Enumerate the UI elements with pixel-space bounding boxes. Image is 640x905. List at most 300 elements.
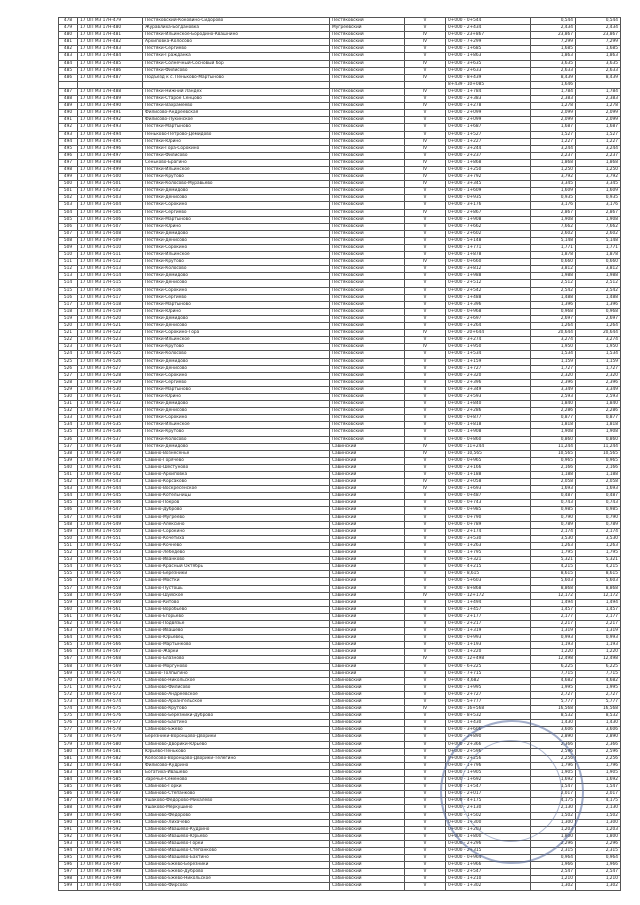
cell-v1: 0,993 [531,635,576,642]
cell-loc: 0+000 - 1+687 [446,124,531,131]
cell-dist: Сабиновский [330,805,405,812]
cell-v1: 0,935 [531,195,576,202]
cell-v2: 1,488 [576,294,621,301]
cell-name: Филисово-Андреевская [143,110,330,117]
cell-code: 17 ОП МЗ 17Н-499 [78,166,143,173]
cell-loc: 0+000 - 1+203 [446,826,531,833]
cell-dist: Сабиновский [330,862,405,869]
cell-code: 17 ОП МЗ 17Н-540 [78,457,143,464]
cell-v1: 3,274 [531,337,576,344]
cell-v2: 3,244 [576,145,621,152]
cell-cat: IV [405,443,446,450]
cell-cat: V [405,521,446,528]
cell-n: 492 [59,124,78,131]
cell-loc: 0+000 - 1+818 [446,422,531,429]
cell-code: 17 ОП МЗ 17Н-582 [78,755,143,762]
cell-dist: Пестяковский [330,245,405,252]
cell-dist: Сабиновский [330,699,405,706]
cell-n: 504 [59,209,78,216]
cell-name: Сабиново-Ивашево-Бахтино [143,855,330,862]
table-row [59,699,621,706]
cell-v1: 1,609 [531,188,576,195]
cell-name: Пестяки-Денисово [143,195,330,202]
cell-code: 17 ОП МЗ 17Н-550 [78,528,143,535]
cell-dist: Сабиновский [330,847,405,854]
cell-loc: 0+000 - 1+966 [446,862,531,869]
cell-v1: 1,995 [531,684,576,691]
cell-v1: 2,697 [531,315,576,322]
cell-n: 549 [59,528,78,535]
cell-v1: 1,396 [531,301,576,308]
cell-name: Сабиново-Филисово [143,684,330,691]
cell-cat: IV [405,209,446,216]
cell-v1: 0,877 [531,415,576,422]
cell-n: 536 [59,436,78,443]
cell-dist: Пестяковский [330,39,405,46]
cell-v2: 1,995 [576,684,621,691]
cell-dist: Пестяковский [330,436,405,443]
cell-code: 17 ОП МЗ 17Н-596 [78,855,143,862]
cell-code: 17 ОП МЗ 17Н-546 [78,500,143,507]
cell-loc: 0+000 - 1+488 [446,294,531,301]
table-row [59,103,621,110]
table-row [59,422,621,429]
cell-code: 17 ОП МЗ 17Н-491 [78,110,143,117]
cell-loc: 0+000 - 1+950 [446,344,531,351]
cell-v1: 4,682 [531,677,576,684]
cell-loc: 0+000 - 2+867 [446,209,531,216]
cell-cat: IV [405,39,446,46]
cell-code: 17 ОП МЗ 17Н-579 [78,734,143,741]
cell-loc: 0+000 - 10,565 [446,450,531,457]
cell-cat: V [405,557,446,564]
cell-v1: 1,908 [531,216,576,223]
cell-v1: 16,568 [531,706,576,713]
table-row [59,663,621,670]
cell-code: 17 ОП МЗ 17Н-560 [78,599,143,606]
cell-cat: V [405,514,446,521]
cell-loc: 0+000 - 2+166 [446,464,531,471]
cell-code: 17 ОП МЗ 17Н-520 [78,315,143,322]
cell-cat: IV [405,450,446,457]
cell-v2: 0,790 [576,514,621,521]
cell-code: 17 ОП МЗ 17Н-537 [78,436,143,443]
cell-v1: 2,130 [531,805,576,812]
cell-dist: Пестяковский [330,301,405,308]
table-row [59,379,621,386]
cell-cat: IV [405,88,446,95]
table-row [59,514,621,521]
cell-dist: Пестяковский [330,323,405,330]
cell-dist: Пестяковский [330,117,405,124]
cell-dist: Савинский [330,578,405,585]
cell-loc: 0+000 - 1+692 [446,777,531,784]
cell-n: 531 [59,401,78,408]
cell-dist: Пестяковский [330,294,405,301]
cell-v1: 1,547 [531,784,576,791]
cell-v1: 2,217 [531,620,576,627]
cell-v2: 1,188 [576,472,621,479]
cell-loc: 0+000 - 0+877 [446,415,531,422]
cell-name: Пестяки-Ильинское [143,422,330,429]
cell-name: Сабиново-Фирсово [143,883,330,890]
cell-loc: 0+000 - 5+603 [446,578,531,585]
cell-name: Сабиново-Дворики-Юрьево [143,741,330,748]
cell-v2: 2,383 [576,96,621,103]
cell-v1: 2,320 [531,372,576,379]
cell-v2: 4,682 [576,677,621,684]
cell-loc: 0+000 - 1+547 [446,784,531,791]
cell-cat: V [405,840,446,847]
cell-cat: V [405,599,446,606]
cell-code: 17 ОП МЗ 17Н-526 [78,358,143,365]
cell-code: 17 ОП МЗ 17Н-568 [78,656,143,663]
cell-n: 569 [59,670,78,677]
table-row [59,308,621,315]
cell-dist: Сабиновский [330,684,405,691]
cell-dist: Сабиновский [330,812,405,819]
cell-loc: 0+000 - 3+606 [446,727,531,734]
cell-v1: 1,300 [531,819,576,826]
cell-v1: 4,215 [531,564,576,571]
cell-cat: V [405,649,446,656]
cell-cat: V [405,713,446,720]
cell-loc: 0+000 - 1+988 [446,273,531,280]
cell-v1: 1,188 [531,472,576,479]
cell-name: Савино-Кочнево [143,542,330,549]
cell-cat: V [405,230,446,237]
cell-v1: 2,593 [531,393,576,400]
cell-loc: 0+000 - 8+439 [446,74,531,81]
cell-dist: Сабиновский [330,840,405,847]
cell-n: 518 [59,308,78,315]
table-row [59,393,621,400]
cell-v2: 5,777 [576,699,621,706]
cell-loc: 0+000 - 8+868 [446,585,531,592]
cell-dist: Пестяковский [330,145,405,152]
cell-v1: 1,692 [531,777,576,784]
cell-loc: 0+000 - 0+487 [446,493,531,500]
cell-dist: Савинский [330,670,405,677]
cell-name: Пестяки-Юрино [143,223,330,230]
table-row [59,507,621,514]
cell-dist: Савинский [330,443,405,450]
cell-v2: 20,644 [576,330,621,337]
table-row [59,67,621,74]
cell-loc: 0+000 - 8+532 [446,713,531,720]
table-row [59,521,621,528]
cell-cat: V [405,862,446,869]
cell-loc: 0+000 - 2+058 [446,479,531,486]
table-row [59,528,621,535]
cell-n: 529 [59,386,78,393]
cell-cat: V [405,564,446,571]
cell-name: Ушаково-Федорово-Михалево [143,798,330,805]
cell-name: Пестяки-Мартыново [143,124,330,131]
cell-v2: 0,860 [576,436,621,443]
cell-n: 576 [59,720,78,727]
cell-v2: 0,965 [576,457,621,464]
cell-name: Пестяки-Демидово [143,443,330,450]
cell-loc: 0+000 - 0+964 [446,855,531,862]
cell-v2: 2,512 [576,280,621,287]
cell-loc: 0+000 - 2+177 [446,613,531,620]
cell-name: Сабиново-Степанково [143,791,330,798]
cell-v2: 2,727 [576,691,621,698]
table-row [59,684,621,691]
cell-v2: 2,366 [576,741,621,748]
cell-v2: 23,867 [576,32,621,39]
table-row [59,39,621,46]
cell-loc: 0+000 - 2+697 [446,315,531,322]
cell-cat: V [405,791,446,798]
cell-dist: Сабиновский [330,876,405,883]
cell-v1: 3,244 [531,145,576,152]
cell-dist: Пестяковский [330,408,405,415]
cell-cat: V [405,25,446,32]
cell-name: Пестяки-Сергиево [143,209,330,216]
cell-v1: 8,868 [531,585,576,592]
cell-cat: V [405,755,446,762]
table-row [59,500,621,507]
cell-n: 571 [59,684,78,691]
cell-v1: 2,596 [531,748,576,755]
cell-loc: 0+000 - 3+792 [446,174,531,181]
cell-v1: 2,315 [531,847,576,854]
cell-loc: 0+000 - 5+148 [446,237,531,244]
cell-code: 17 ОП МЗ 17Н-522 [78,330,143,337]
cell-cat: V [405,280,446,287]
cell-loc: 0+000 - 2+593 [446,393,531,400]
cell-n: 547 [59,514,78,521]
table-row [59,74,621,81]
cell-n: 584 [59,777,78,784]
cell-v2: 4,215 [576,564,621,571]
cell-cat: V [405,131,446,138]
cell-loc: 0+000 - 2+237 [446,152,531,159]
table-row [59,131,621,138]
cell-v1: 2,867 [531,209,576,216]
cell-name: Пестяки-Мартыново [143,301,330,308]
cell-n: 562 [59,620,78,627]
table-row [59,259,621,266]
table-row [59,152,621,159]
cell-dist: Савинский [330,564,405,571]
cell-v2: 2,320 [576,372,621,379]
cell-cat: V [405,642,446,649]
cell-code: 17 ОП МЗ 17Н-536 [78,429,143,436]
cell-loc: 0+000 - 1+908 [446,216,531,223]
cell-n: 487 [59,88,78,95]
cell-n: 581 [59,755,78,762]
cell-v2: 1,220 [576,649,621,656]
cell-name: Савино-Шуйское [143,592,330,599]
cell-loc: 0+000 - 1+908 [446,429,531,436]
cell-cat: V [405,18,446,25]
cell-n: 494 [59,138,78,145]
cell-name: Савино-Воскресенское [143,486,330,493]
cell-name [143,81,330,88]
cell-dist: Савинский [330,542,405,549]
cell-v2: 2,396 [576,379,621,386]
cell-code: 17 ОП МЗ 17Н-506 [78,216,143,223]
cell-v2: 0,985 [576,507,621,514]
cell-code: 17 ОП МЗ 17Н-510 [78,245,143,252]
cell-cat: V [405,819,446,826]
cell-v2: 12,498 [576,656,621,663]
table-row [59,117,621,124]
cell-v2: 1,609 [576,188,621,195]
cell-name: Пестяки-Крутово [143,174,330,181]
cell-cat: IV [405,181,446,188]
cell-code: 17 ОП МЗ 17Н-592 [78,826,143,833]
cell-cat: V [405,436,446,443]
cell-dist: Сабиновский [330,798,405,805]
cell-name: Пестяки-Юрино [143,308,330,315]
cell-dist: Сабиновский [330,777,405,784]
cell-v1: 0,487 [531,493,576,500]
cell-name: Филисово-Лукинское [143,117,330,124]
cell-v2: 1,800 [576,833,621,840]
cell-cat: V [405,691,446,698]
cell-cat: V [405,528,446,535]
cell-v1: 1,795 [531,550,576,557]
cell-loc: 0+000 - 2+099 [446,110,531,117]
table-row [59,202,621,209]
cell-n: 586 [59,791,78,798]
cell-loc: 0+000 - 1+278 [446,103,531,110]
cell-v1: 1,203 [531,826,576,833]
cell-name: Савино-Иванково [143,557,330,564]
cell-v2: 2,174 [576,528,621,535]
cell-v1: 8,532 [531,713,576,720]
cell-n: 522 [59,337,78,344]
table-row [59,436,621,443]
cell-name: Пестяки-Колосово [143,351,330,358]
cell-v2: 3,635 [576,60,621,67]
cell-dist: Савинский [330,592,405,599]
cell-loc: 0+000 - 3+530 [446,535,531,542]
cell-dist: Савинский [330,493,405,500]
cell-code: 17 ОП МЗ 17Н-487 [78,74,143,81]
cell-v1: 2,256 [531,755,576,762]
cell-cat: IV [405,479,446,486]
cell-n: 575 [59,713,78,720]
cell-n: 542 [59,479,78,486]
cell-code: 17 ОП МЗ 17Н-532 [78,401,143,408]
cell-v1: 1,685 [531,46,576,53]
cell-code: 17 ОП МЗ 17Н-507 [78,223,143,230]
cell-code [78,81,143,88]
cell-code: 17 ОП МЗ 17Н-486 [78,67,143,74]
cell-code: 17 ОП МЗ 17Н-496 [78,145,143,152]
cell-n: 565 [59,642,78,649]
cell-cat: V [405,734,446,741]
cell-loc: 0+000 - 1+905 [446,769,531,776]
cell-dist: Сабиновский [330,819,405,826]
cell-cat: V [405,223,446,230]
cell-n: 503 [59,202,78,209]
cell-code: 17 ОП МЗ 17Н-587 [78,791,143,798]
cell-dist: Пестяковский [330,287,405,294]
cell-dist: Пестяковский [330,32,405,39]
cell-code: 17 ОП МЗ 17Н-548 [78,514,143,521]
cell-code: 17 ОП МЗ 17Н-570 [78,670,143,677]
cell-dist: Сабиновский [330,734,405,741]
cell-loc: 0+000 - 3+349 [446,386,531,393]
cell-code: 17 ОП МЗ 17Н-525 [78,351,143,358]
cell-dist: Савинский [330,571,405,578]
cell-code: 17 ОП МЗ 17Н-517 [78,294,143,301]
cell-v2: 2,256 [576,755,621,762]
cell-name: Савино-Мугреево [143,514,330,521]
cell-v1: 1,220 [531,649,576,656]
cell-cat: V [405,401,446,408]
cell-dist: Пестяковский [330,131,405,138]
table-row [59,706,621,713]
cell-name: Савино-Покров [143,500,330,507]
table-row [59,252,621,259]
cell-dist: Савинский [330,642,405,649]
cell-v2: 1,771 [576,245,621,252]
cell-n: 479 [59,25,78,32]
cell-v1: 3,635 [531,60,576,67]
cell-code: 17 ОП МЗ 17Н-501 [78,181,143,188]
cell-name: Савино-Березники [143,571,330,578]
cell-loc: 0+000 - 0+743 [446,500,531,507]
cell-name: Пестяки-Сергиево [143,294,330,301]
cell-v1: 2,633 [531,67,576,74]
cell-v1: 0,965 [531,457,576,464]
cell-dist: Савинский [330,472,405,479]
cell-name: Пестяки-Демидово [143,188,330,195]
cell-v1: 1,278 [531,103,576,110]
cell-dist: Пестяковский [330,266,405,273]
cell-v1: 0,968 [531,308,576,315]
cell-dist: Савинский [330,500,405,507]
cell-code: 17 ОП МЗ 17Н-569 [78,663,143,670]
cell-v1: 1,210 [531,876,576,883]
cell-cat: V [405,237,446,244]
cell-loc: 0+000 - 1+868 [446,159,531,166]
cell-cat: V [405,464,446,471]
cell-name: Сабиново-Крутово [143,706,330,713]
table-row [59,677,621,684]
table-row [59,578,621,585]
cell-dist: Пестяковский [330,60,405,67]
cell-name: Пестяки-Ильинское [143,166,330,173]
cell-dist: Савинский [330,628,405,635]
cell-code: 17 ОП МЗ 17Н-598 [78,869,143,876]
cell-cat: V [405,195,446,202]
cell-v2: 0,993 [576,635,621,642]
cell-v2: 3,176 [576,202,621,209]
cell-n: 486 [59,74,78,81]
cell-v1: 2,017 [531,791,576,798]
cell-v1: 2,286 [531,408,576,415]
cell-code: 17 ОП МЗ 17Н-547 [78,507,143,514]
cell-code: 17 ОП МЗ 17Н-495 [78,138,143,145]
cell-v1: 3,812 [531,266,576,273]
table-row [59,372,621,379]
cell-code: 17 ОП МЗ 17Н-581 [78,748,143,755]
cell-name: Пестяки-Колосово-Муравьево [143,181,330,188]
cell-cat: V [405,493,446,500]
cell-loc: 0+000 - 1+840 [446,401,531,408]
cell-n: 568 [59,663,78,670]
cell-loc: 0+000 - 1+264 [446,323,531,330]
table-row [59,592,621,599]
